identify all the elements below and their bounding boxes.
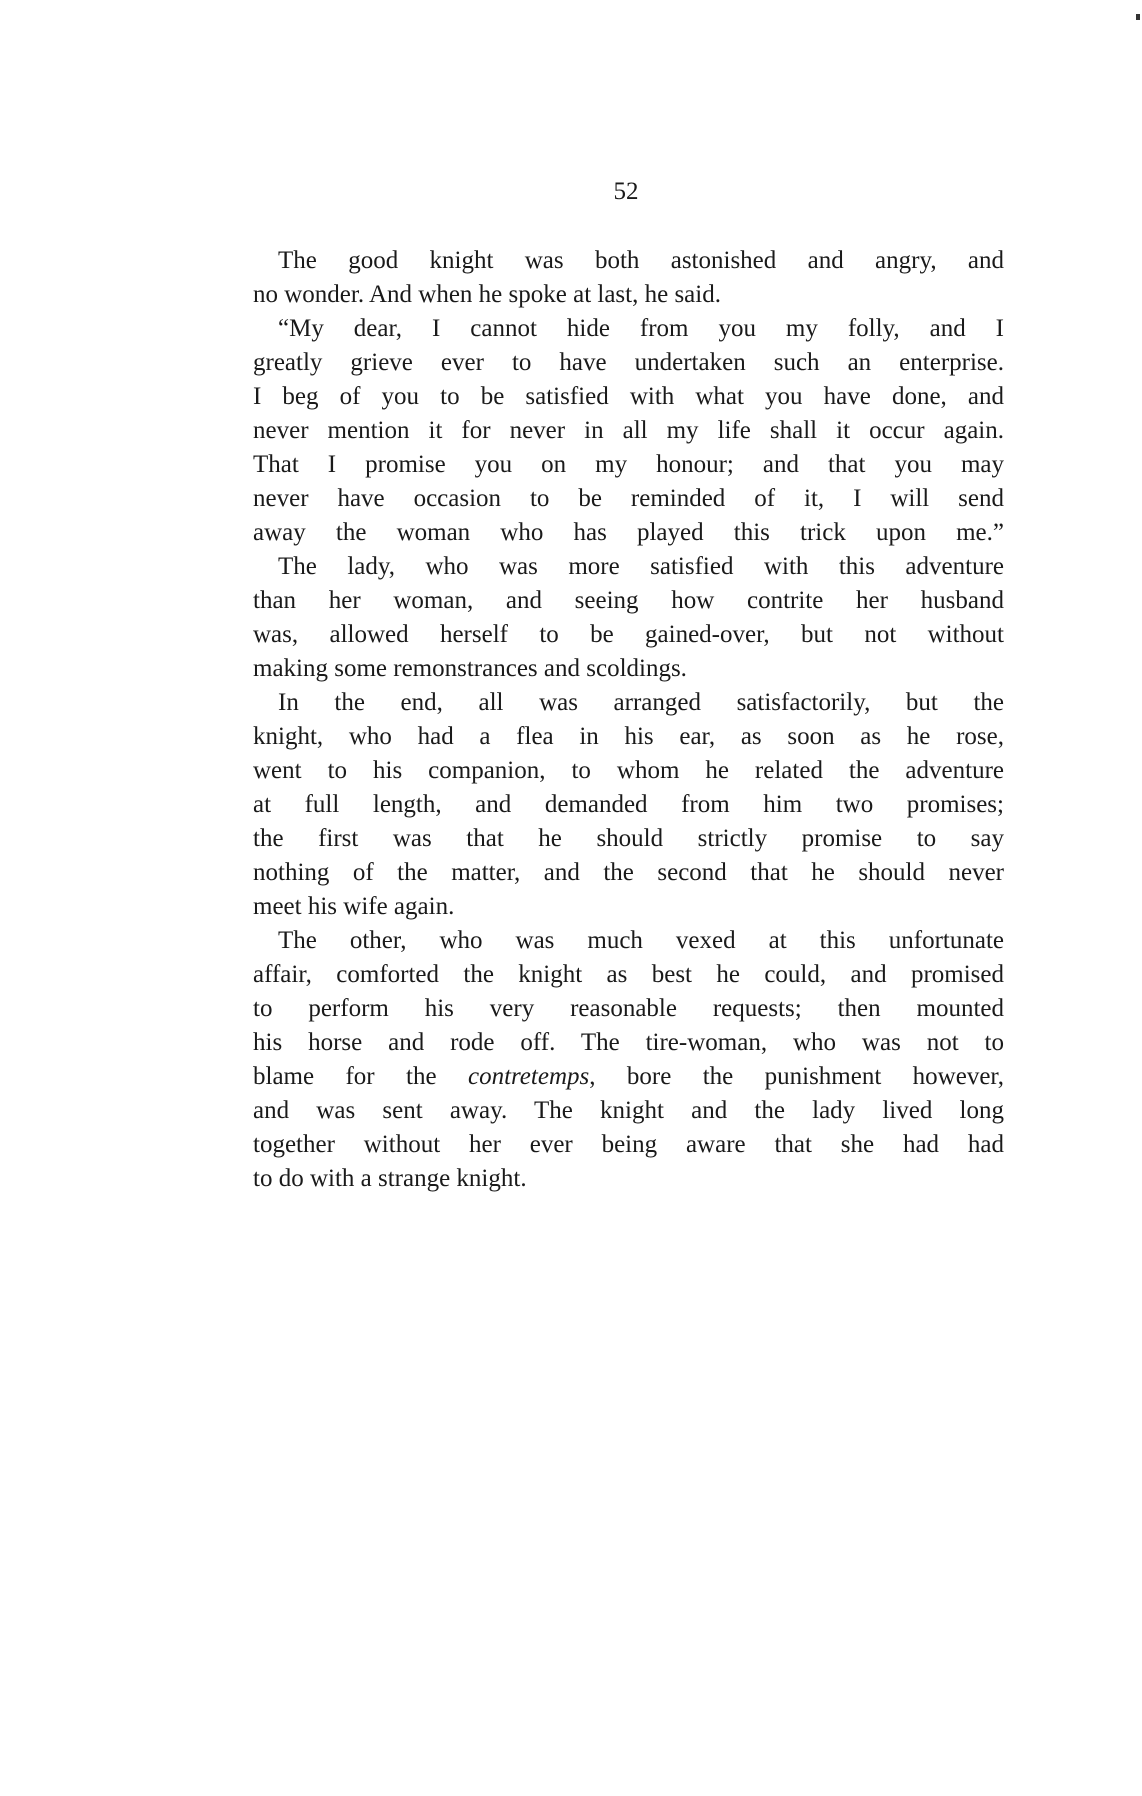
italic-text: contretemps <box>467 1063 590 1090</box>
text-line <box>253 1162 1004 1196</box>
text-segment: affair, comforted the knight as best he could, and promised <box>253 961 1004 988</box>
scan-mark <box>1136 14 1140 20</box>
paragraph <box>253 686 1004 924</box>
text-segment: to do with a strange knight. <box>253 1165 527 1192</box>
text-segment: no wonder. And when he spoke at last, he said. <box>253 281 721 308</box>
text-segment: That I promise you on my honour; and that you may <box>253 451 1004 478</box>
text-segment: In the end, all was arranged satisfactorily, but the <box>278 689 1004 716</box>
text-line <box>253 550 1004 584</box>
text-segment: I beg of you to be satisfied with what you have done, and <box>253 383 1004 410</box>
paragraph <box>253 312 1004 550</box>
text-line <box>253 686 1004 720</box>
text-segment: than her woman, and seeing how contrite her husband <box>253 587 1004 614</box>
text-line <box>253 1128 1004 1162</box>
text-line <box>253 822 1004 856</box>
text-segment: together without her ever being aware that she had had <box>253 1131 1004 1158</box>
text-line <box>253 448 1004 482</box>
text-line <box>253 584 1004 618</box>
body-text <box>253 244 1004 1196</box>
text-line <box>253 720 1004 754</box>
text-segment: “My dear, I cannot hide from you my folly, and I <box>278 315 1004 342</box>
text-line <box>253 482 1004 516</box>
text-line <box>253 244 1004 278</box>
text-segment: making some remonstrances and scoldings. <box>253 655 687 682</box>
text-line <box>253 992 1004 1026</box>
text-segment: at full length, and demanded from him two promises; <box>253 791 1004 818</box>
text-line <box>253 278 1004 312</box>
text-line <box>253 1060 1004 1094</box>
text-segment: meet his wife again. <box>253 893 455 920</box>
text-segment: the first was that he should strictly promise to say <box>253 825 1004 852</box>
text-segment: knight, who had a flea in his ear, as soon as he rose, <box>253 723 1004 750</box>
text-line <box>253 1094 1004 1128</box>
text-line <box>253 346 1004 380</box>
text-line <box>253 652 1004 686</box>
text-segment: blame for the <box>253 1063 468 1090</box>
text-segment: his horse and rode off. The tire-woman, who was not to <box>253 1029 1004 1056</box>
paragraph <box>253 924 1004 1196</box>
text-line <box>253 958 1004 992</box>
text-line <box>253 312 1004 346</box>
text-segment: greatly grieve ever to have undertaken such an enterprise. <box>253 349 1004 376</box>
text-segment: never have occasion to be reminded of it, I will send <box>253 485 1004 512</box>
text-segment: went to his companion, to whom he related the adventure <box>253 757 1004 784</box>
text-segment: , bore the punishment however, <box>589 1063 1005 1090</box>
text-line <box>253 924 1004 958</box>
text-segment: The other, who was much vexed at this unfortunate <box>278 927 1004 954</box>
text-segment: never mention it for never in all my life shall it occur again. <box>253 417 1004 444</box>
text-line <box>253 856 1004 890</box>
text-segment: The lady, who was more satisfied with this adventure <box>278 553 1004 580</box>
text-line <box>253 754 1004 788</box>
text-segment: away the woman who has played this trick upon me.” <box>253 519 1004 546</box>
text-line <box>253 788 1004 822</box>
page-number: 52 <box>613 178 639 205</box>
text-line <box>253 380 1004 414</box>
text-segment: to perform his very reasonable requests; then mounted <box>253 995 1004 1022</box>
paragraph <box>253 244 1004 312</box>
text-segment: and was sent away. The knight and the lady lived long <box>253 1097 1004 1124</box>
text-segment: nothing of the matter, and the second that he should never <box>253 859 1004 886</box>
text-line <box>253 618 1004 652</box>
text-line <box>253 516 1004 550</box>
paragraph <box>253 550 1004 686</box>
text-segment: The good knight was both astonished and angry, and <box>278 247 1004 274</box>
text-line <box>253 1026 1004 1060</box>
text-segment: was, allowed herself to be gained-over, but not without <box>253 621 1004 648</box>
text-line <box>253 890 1004 924</box>
text-line <box>253 414 1004 448</box>
